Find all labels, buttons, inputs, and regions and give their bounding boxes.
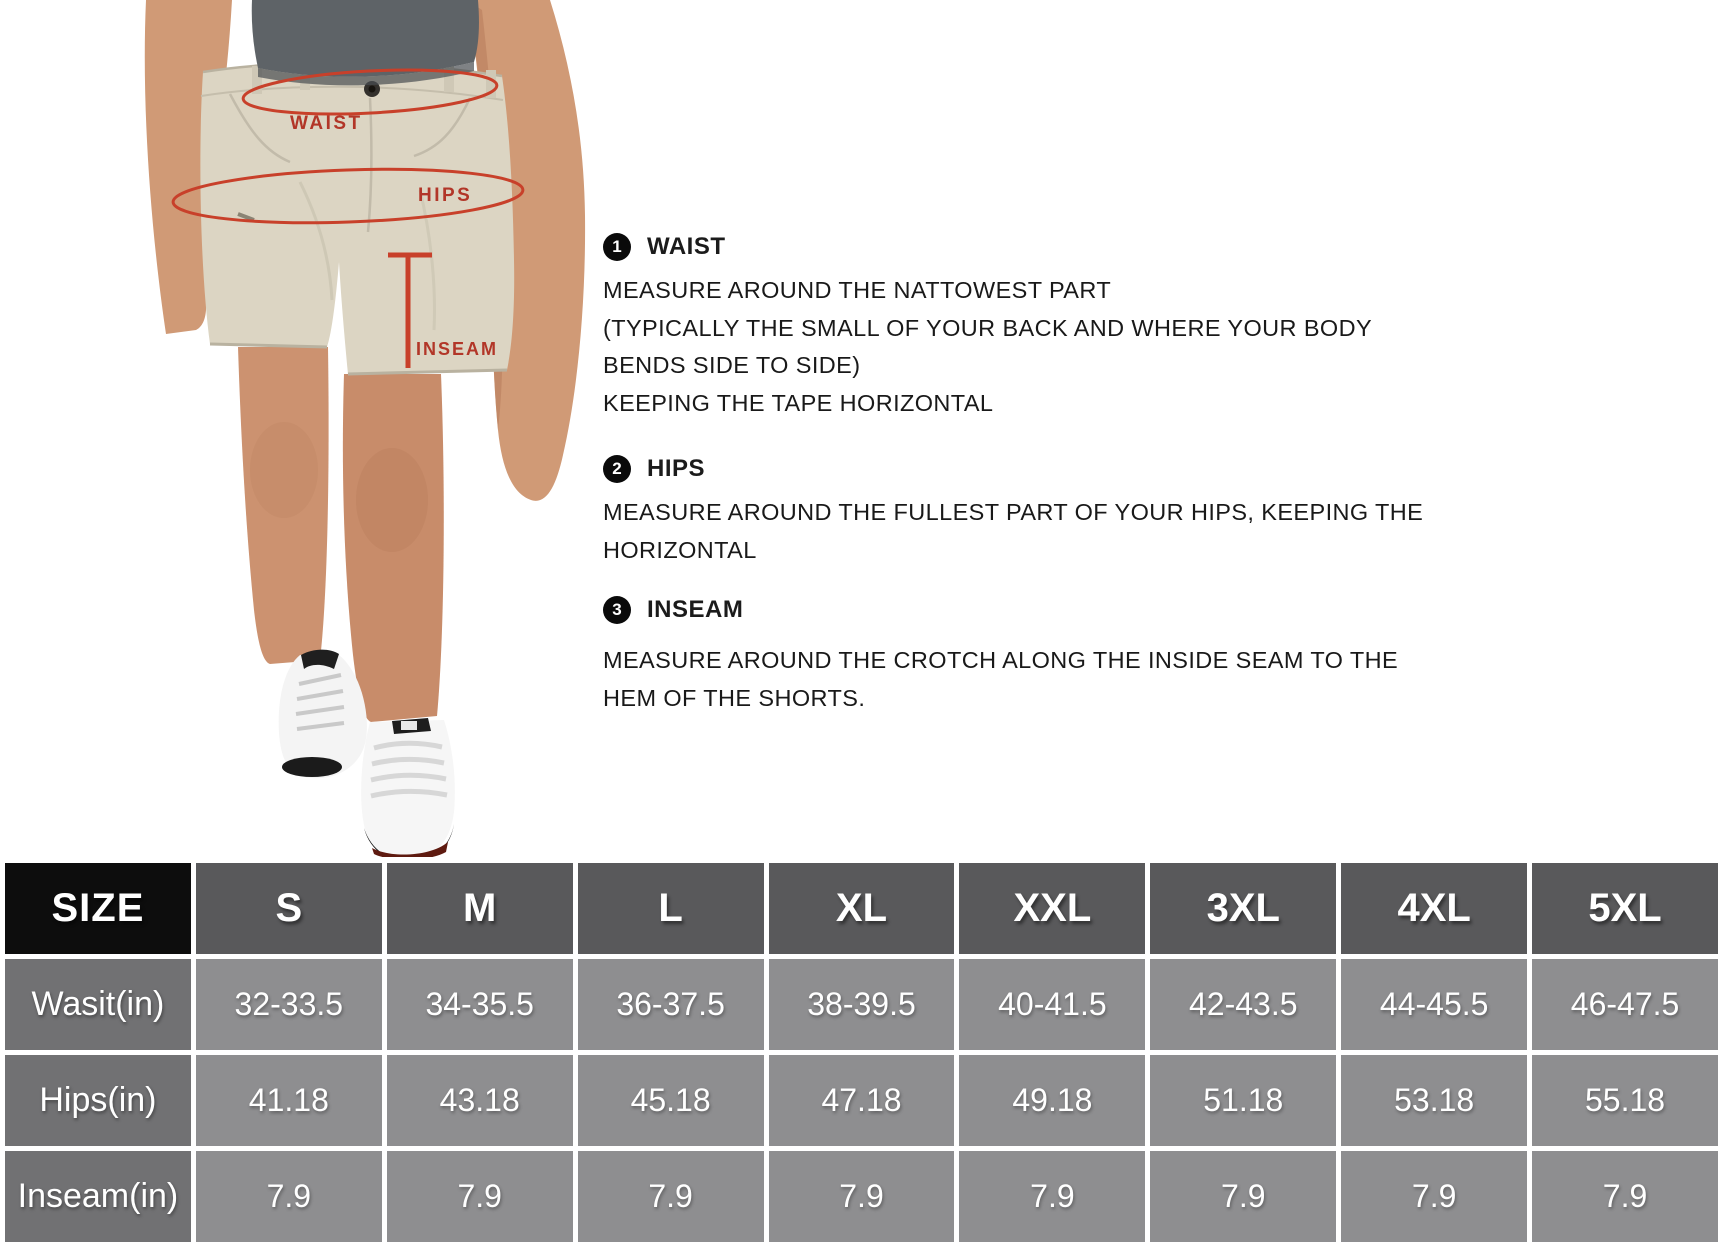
- table-value-cell: 7.9: [1150, 1151, 1336, 1242]
- step-line: BENDS SIDE TO SIDE): [603, 352, 861, 379]
- right-shoe: [361, 718, 455, 857]
- step-3-text: [603, 642, 1398, 717]
- step-2-text: [603, 494, 1423, 569]
- step-3-badge: 3: [603, 596, 631, 624]
- table-value-cell: 44-45.5: [1341, 959, 1527, 1050]
- table-value-cell: 7.9: [1341, 1151, 1527, 1242]
- table-value-cell: 34-35.5: [387, 959, 573, 1050]
- hips-measure-label: HIPS: [418, 185, 473, 206]
- table-value-cell: 7.9: [1532, 1151, 1718, 1242]
- header-size: SIZE: [5, 863, 191, 954]
- left-knee-shade: [250, 422, 318, 518]
- step-line: MEASURE AROUND THE CROTCH ALONG THE INSIDE SEAM TO THE: [603, 647, 1399, 673]
- table-value-cell: 51.18: [1150, 1055, 1336, 1146]
- header-5xl: 5XL: [1532, 863, 1718, 954]
- step-1-text: [603, 272, 1372, 422]
- table-value-cell: 7.9: [578, 1151, 764, 1242]
- step-waist: [603, 232, 1372, 422]
- table-value-cell: 7.9: [196, 1151, 382, 1242]
- step-line: KEEPING THE TAPE HORIZONTAL: [603, 389, 994, 416]
- shirt: [252, 0, 479, 77]
- header-s: S: [196, 863, 382, 954]
- header-xxl: XXL: [959, 863, 1145, 954]
- table-value-cell: 7.9: [769, 1151, 955, 1242]
- table-value-cell: 49.18: [959, 1055, 1145, 1146]
- size-table: [0, 857, 1723, 1246]
- table-value-cell: 42-43.5: [1150, 959, 1336, 1050]
- header-4xl: 4XL: [1341, 863, 1527, 954]
- table-value-cell: 55.18: [1532, 1055, 1718, 1146]
- table-value-cell: 40-41.5: [959, 959, 1145, 1050]
- label-waist: Wasit(in): [5, 959, 191, 1050]
- waist-measure-label: WAIST: [290, 113, 363, 134]
- inseam-measure-label: INSEAM: [416, 339, 499, 359]
- step-1-title: WAIST: [647, 233, 726, 260]
- table-value-cell: 36-37.5: [578, 959, 764, 1050]
- step-line: MEASURE AROUND THE FULLEST PART OF YOUR HIPS, KEEPING THE: [603, 499, 1424, 525]
- table-value-cell: 41.18: [196, 1055, 382, 1146]
- header-xl: XL: [769, 863, 955, 954]
- step-line: HEM OF THE SHORTS.: [603, 684, 866, 711]
- step-line: (TYPICALLY THE SMALL OF YOUR BACK AND WHERE YOUR BODY: [603, 314, 1373, 341]
- step-line: HORIZONTAL: [603, 536, 757, 563]
- table-value-cell: 47.18: [769, 1055, 955, 1146]
- step-hips-heading: [603, 454, 1423, 484]
- step-2-title: HIPS: [647, 455, 706, 482]
- step-inseam-heading: [603, 595, 1398, 625]
- table-value-cell: 53.18: [1341, 1055, 1527, 1146]
- step-hips: [603, 454, 1423, 569]
- step-waist-heading: [603, 232, 1372, 262]
- table-value-cell: 46-47.5: [1532, 959, 1718, 1050]
- step-inseam: [603, 595, 1398, 717]
- table-value-cell: 7.9: [387, 1151, 573, 1242]
- table-value-cell: 45.18: [578, 1055, 764, 1146]
- right-knee-shade: [356, 448, 428, 552]
- table-value-cell: 7.9: [959, 1151, 1145, 1242]
- shorts-button-center: [369, 86, 376, 93]
- table-value-cell: 32-33.5: [196, 959, 382, 1050]
- step-1-badge: 1: [603, 233, 631, 261]
- label-hips: Hips(in): [5, 1055, 191, 1146]
- label-inseam: Inseam(in): [5, 1151, 191, 1242]
- header-l: L: [578, 863, 764, 954]
- model-photo: [0, 0, 600, 857]
- table-value-cell: 38-39.5: [769, 959, 955, 1050]
- step-2-badge: 2: [603, 455, 631, 483]
- step-3-title: INSEAM: [647, 596, 744, 623]
- step-line: MEASURE AROUND THE NATTOWEST PART: [603, 277, 1112, 303]
- header-3xl: 3XL: [1150, 863, 1336, 954]
- header-m: M: [387, 863, 573, 954]
- table-value-cell: 43.18: [387, 1055, 573, 1146]
- left-shoe: [279, 650, 367, 779]
- model-illustration: [0, 0, 600, 857]
